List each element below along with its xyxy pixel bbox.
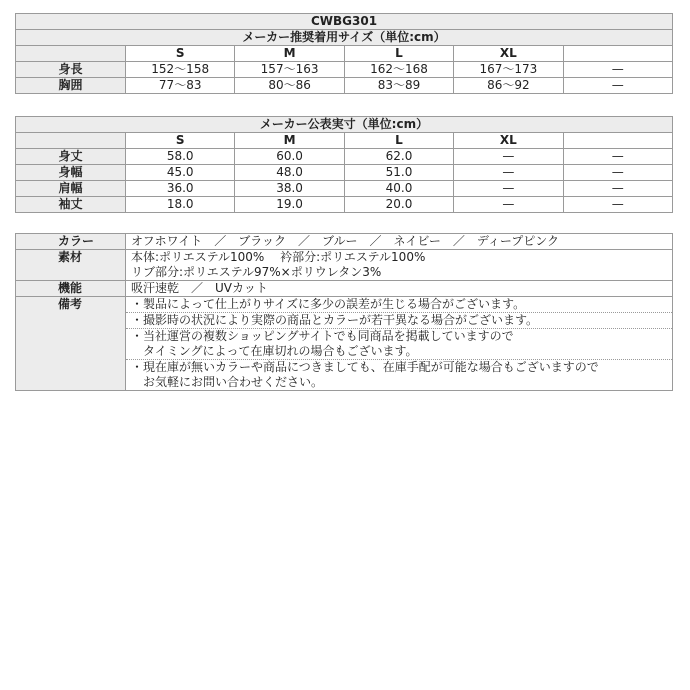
table-cell: 60.0 — [235, 149, 344, 165]
table-cell: — — [454, 181, 563, 197]
spec-row-function — [16, 281, 673, 297]
table-row — [16, 62, 673, 78]
table-cell: 83〜89 — [344, 78, 453, 94]
spec-row-color — [16, 234, 673, 250]
size-label: L — [344, 46, 453, 62]
table-cell: — — [563, 149, 672, 165]
table-cell: 20.0 — [344, 197, 453, 213]
table-cell: 40.0 — [344, 181, 453, 197]
table-row — [16, 149, 673, 165]
size-label — [563, 133, 672, 149]
table-cell: — — [563, 165, 672, 181]
function-label: 機能 — [16, 281, 126, 297]
product-code: CWBG301 — [16, 14, 673, 30]
function-value: 吸汗速乾 ／ UVカット — [126, 281, 673, 297]
note-item — [126, 297, 672, 312]
color-value: オフホワイト ／ ブラック ／ ブルー ／ ネイビー ／ ディープピンク — [126, 234, 673, 250]
table-cell: — — [454, 197, 563, 213]
row-label: 袖丈 — [16, 197, 126, 213]
size-label — [563, 46, 672, 62]
note-line: ・製品によって仕上がりサイズに多少の誤差が生じる場合がございます。 — [131, 297, 526, 311]
row-label: 胸囲 — [16, 78, 126, 94]
table-cell: — — [563, 62, 672, 78]
table-row — [16, 181, 673, 197]
table-cell: — — [563, 181, 672, 197]
material-line: リブ部分:ポリエステル97%×ポリウレタン3% — [131, 265, 382, 279]
size-header-row — [16, 133, 673, 149]
size-label: XL — [454, 133, 563, 149]
table-cell: 58.0 — [126, 149, 235, 165]
table-row — [16, 78, 673, 94]
table-cell: — — [563, 197, 672, 213]
row-label: 肩幅 — [16, 181, 126, 197]
table-row — [16, 197, 673, 213]
note-line: お気軽にお問い合わせください。 — [131, 375, 324, 389]
table-cell: 167〜173 — [454, 62, 563, 78]
actual-title: メーカー公表実寸（単位:cm） — [16, 117, 673, 133]
table-cell: 80〜86 — [235, 78, 344, 94]
table-cell: — — [454, 149, 563, 165]
table-cell: 62.0 — [344, 149, 453, 165]
size-header-row — [16, 46, 673, 62]
material-label: 素材 — [16, 250, 126, 281]
table-row — [16, 165, 673, 181]
table-cell: 19.0 — [235, 197, 344, 213]
table-cell: 48.0 — [235, 165, 344, 181]
note-item — [126, 328, 672, 359]
size-label: L — [344, 133, 453, 149]
table-cell: 45.0 — [126, 165, 235, 181]
notes-label: 備考 — [16, 297, 126, 391]
note-line: ・撮影時の状況により実際の商品とカラーが若干異なる場合がございます。 — [131, 313, 539, 327]
table-cell: 18.0 — [126, 197, 235, 213]
row-label: 身長 — [16, 62, 126, 78]
table-cell: 38.0 — [235, 181, 344, 197]
table-cell: 51.0 — [344, 165, 453, 181]
recommended-size-table — [15, 13, 673, 94]
size-label: M — [235, 133, 344, 149]
product-spec-table — [15, 233, 673, 391]
table-cell: 152〜158 — [126, 62, 235, 78]
notes-value — [126, 297, 673, 391]
material-value — [126, 250, 673, 281]
note-line: タイミングによって在庫切れの場合もございます。 — [131, 344, 418, 358]
size-label: M — [235, 46, 344, 62]
size-label: S — [126, 133, 235, 149]
table-cell: 36.0 — [126, 181, 235, 197]
color-label: カラー — [16, 234, 126, 250]
table-cell: — — [563, 78, 672, 94]
table-cell: — — [454, 165, 563, 181]
size-label: S — [126, 46, 235, 62]
note-item — [126, 359, 672, 390]
table-cell: 86〜92 — [454, 78, 563, 94]
spec-row-material — [16, 250, 673, 281]
table-cell: 77〜83 — [126, 78, 235, 94]
size-label: XL — [454, 46, 563, 62]
row-label: 身丈 — [16, 149, 126, 165]
note-item — [126, 312, 672, 328]
actual-size-table — [15, 116, 673, 213]
spec-row-notes — [16, 297, 673, 391]
note-line: ・現在庫が無いカラーや商品につきましても、在庫手配が可能な場合もございますので — [131, 360, 599, 374]
row-label: 身幅 — [16, 165, 126, 181]
table-cell: 162〜168 — [344, 62, 453, 78]
material-line: 本体:ポリエステル100% 衿部分:ポリエステル100% — [131, 250, 426, 264]
note-line: ・当社運営の複数ショッピングサイトでも同商品を掲載していますので — [131, 329, 514, 343]
recommended-title: メーカー推奨着用サイズ（単位:cm） — [16, 30, 673, 46]
table-cell: 157〜163 — [235, 62, 344, 78]
